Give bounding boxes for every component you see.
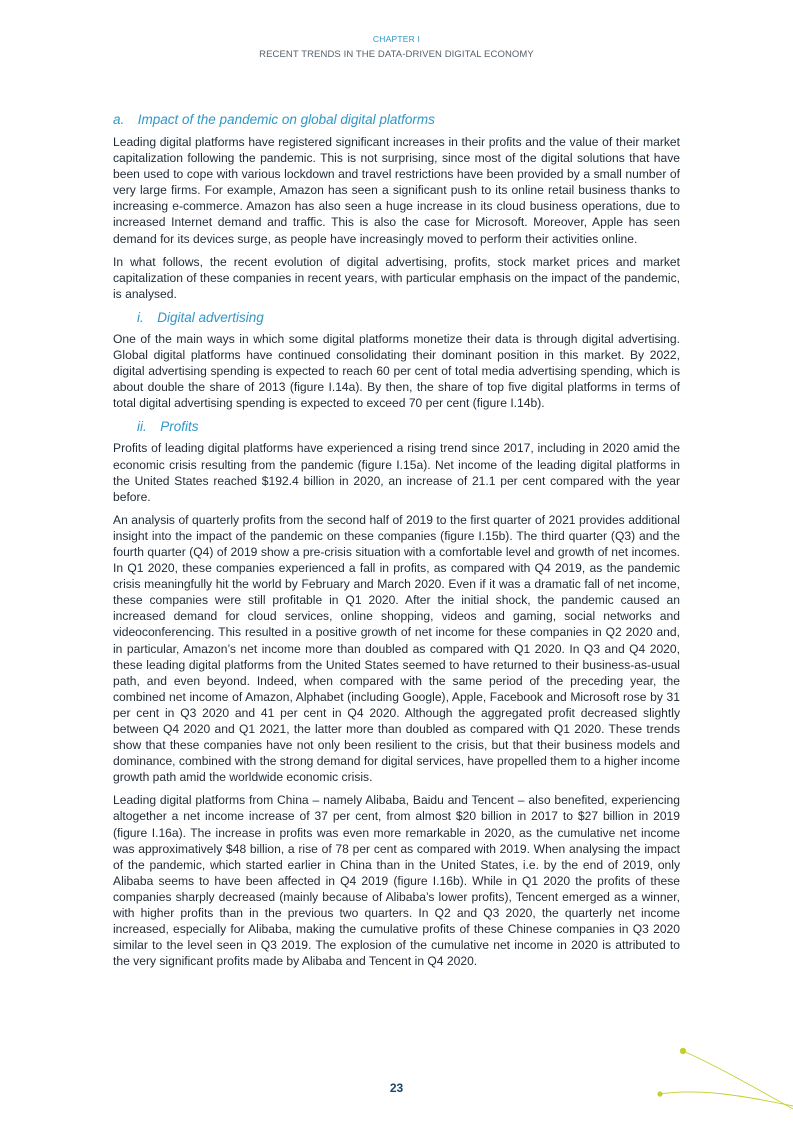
- decorative-curve-lines: [640, 1030, 793, 1122]
- page-header: [0, 32, 793, 62]
- page-number: 23: [389, 1081, 404, 1095]
- decorative-dot: [680, 1048, 686, 1054]
- paragraph: Leading digital platforms from China – namely Alibaba, Baidu and Tencent – also benefited, experiencing altogether a net income increase of 37 per cent, from almost $20 billion in 2017 to $27 billion in 2019 (figure I.16a). The increase in profits was even more remarkable in 2020, as the cumulative net income was approximatively $48 billion, a rise of 78 per cent as compared with 2019. When analysing the impact of the pandemic, which started earlier in China than in the United States, i.e. by the end of 2019, only Alibaba seems to have been affected in Q4 2019 (figure I.16b). While in Q1 2020 the profits of these companies sharply decreased (mainly because of Alibaba’s lower profits), Tencent emerged as a winner, with higher profits than in the previous two quarters. In Q2 and Q3 2020, the quarterly net income increased, especially for Alibaba, making the cumulative profits of these Chinese companies in Q3 2020 similar to the level seen in Q3 2019. The explosion of the cumulative net income in 2020 is attributed to the very significant profits made by Alibaba and Tencent in Q4 2020.: [113, 793, 680, 969]
- section-heading-a: a. Impact of the pandemic on global digital platforms: [113, 112, 435, 127]
- paragraph: Profits of leading digital platforms have experienced a rising trend since 2017, including in 2020 amid the economic crisis resulting from the pandemic (figure I.15a). Net income of the leading digital platforms in the United States reached $192.4 billion in 2020, an increase of 21.1 per cent compared with the year before.: [113, 441, 680, 504]
- paragraph: An analysis of quarterly profits from the second half of 2019 to the first quarter of 2021 provides additional insight into the impact of the pandemic on these companies (figure I.15b). The third quarter (Q3) and the fourth quarter (Q4) of 2019 show a pre-crisis situation with a comfortable level and growth of net incomes. In Q1 2020, these companies experienced a fall in profits, as compared with Q4 2019, as the pandemic crisis meaningfully hit the world by February and March 2020. Even if it was a dramatic fall of net income, these companies were still profitable in Q1 2020. After the initial shock, the pandemic caused an increased demand for cloud services, online shopping, videos and gaming, social networks and videoconferencing. This resulted in a positive growth of net income for these companies in Q2 2020 and, in particular, Amazon’s net income more than doubled as compared with Q1 2020. In Q3 and Q4 2020, these leading digital platforms from the United States seemed to have returned to their business-as-usual path, and even beyond. Indeed, when compared with the same period of the preceding year, the combined net income of Amazon, Alphabet (including Google), Apple, Facebook and Microsoft rose by 31 per cent in Q3 2020 and 41 per cent in Q4 2020. Although the aggregated profit decreased slightly between Q4 2020 and Q1 2021, the latter more than doubled as compared with Q1 2020. These trends show that these companies have not only been resilient to the crisis, but that their business models and dominance, combined with the strong demand for digital services, have propelled them to a higher income growth path amid the worldwide economic crisis.: [113, 512, 680, 785]
- subsection-heading-digital-advertising: i. Digital advertising: [137, 309, 264, 325]
- chapter-label: CHAPTER I: [372, 34, 421, 44]
- paragraph: Leading digital platforms have registered significant increases in their profits and the value of their market capitalization following the pandemic. This is not surprising, since most of the digital solutions that have been used to cope with various lockdown and travel restrictions have been provided by a small number of very large firms. For example, Amazon has seen a significant push to its online retail business thanks to increasing e-commerce. Amazon has also seen a huge increase in its cloud business operations, due to increased Internet demand and traffic. This is also the case for Microsoft. Moreover, Apple has seen demand for its devices surge, as people have increasingly moved to perform their activities online.: [113, 135, 680, 246]
- subsection-heading-profits: ii. Profits: [137, 419, 199, 435]
- paragraph: In what follows, the recent evolution of digital advertising, profits, stock market prices and market capitalization of these companies in recent years, with particular emphasis on the impact of the pandemic, is analysed.: [113, 254, 680, 301]
- chapter-title: RECENT TRENDS IN THE DATA-DRIVEN DIGITAL ECONOMY: [259, 49, 534, 60]
- main-content: [113, 111, 680, 976]
- paragraph: One of the main ways in which some digital platforms monetize their data is through digital advertising. Global digital platforms have continued consolidating their dominant position in this market. By 2022, digital advertising spending is expected to reach 60 per cent of total media advertising spending, which is about double the share of 2013 (figure I.14a). By then, the share of top five digital platforms in terms of total digital advertising spending is expected to exceed 70 per cent (figure I.14b).: [113, 331, 680, 411]
